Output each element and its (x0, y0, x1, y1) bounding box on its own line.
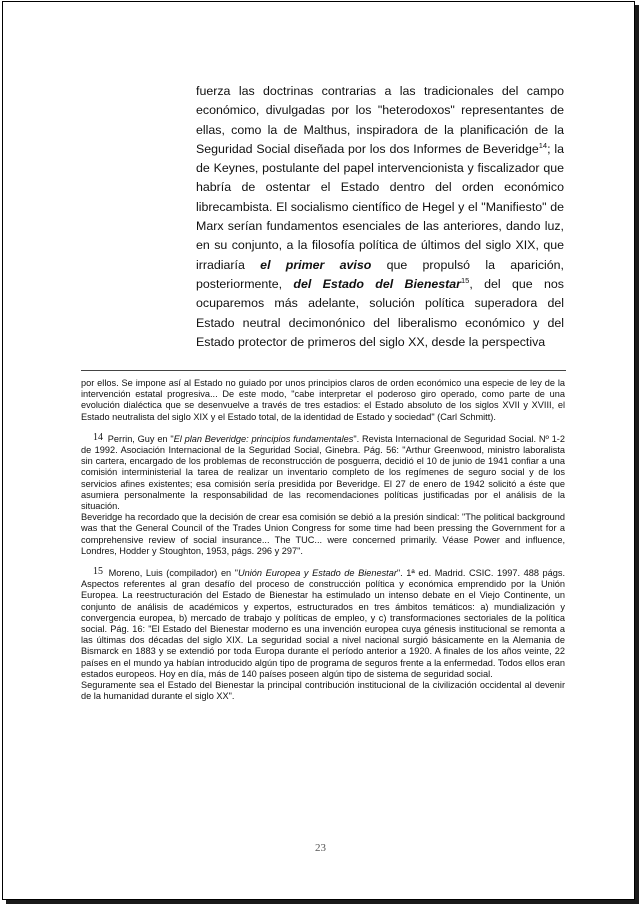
footnote-14-continuation: Beveridge ha recordado que la decisión de crear esa comisión se debió a la presión sindical: "The political background was that the General Council of the Trades Union Congress for some time had been pressing the Government for a comprehensive review of social insurance... The TUC... were concerned primarily. Véase Power and influence, Londres, Hodder y Stoughton, 1953, págs. 296 y 297". (81, 512, 565, 556)
footnote-14 (81, 431, 565, 512)
footnote-text: Moreno, Luis (compilador) en " (105, 568, 239, 579)
footnote-15 (81, 568, 565, 680)
footnote-ref-15: 15 (461, 275, 470, 285)
footnote-15-continuation: Seguramente sea el Estado del Bienestar la principal contribución institucional de la civilización occidental al devenir de la humanidad durante el siglo XX". (81, 680, 565, 702)
page-number: 23 (315, 842, 326, 854)
body-paragraph (196, 82, 564, 352)
emphasis-estado-bienestar: del Estado del Bienestar (293, 276, 462, 291)
body-text-run: que propulsó la aparición, posteriormente, (196, 257, 564, 291)
footnote-15-title: Unión Europea y Estado de Bienestar (238, 568, 397, 579)
footnote-14-title: El plan Beveridge: principios fundamentales (173, 433, 354, 444)
footnote-text: Perrin, Guy en " (105, 433, 174, 444)
body-text-run: ; la de Keynes, postulante del papel intervencionista y fiscalizador que habría de ostentar el Estado dentro del orden económico librecambista. El socialismo científico de Hegel y el "Manifiesto" de Marx serían fundamentos esenciales de las anteriores, dando luz, en su conjunto, a la filosofía política de últimos del siglo XIX, que irradiaría (196, 141, 565, 272)
body-text-run: fuerza las doctrinas contrarias a las tradicionales del campo económico, divulgadas por los "heterodoxos" representantes de ellas, como la de Malthus, inspiradora de la planificación de la Seguridad Social diseñada por los dos Informes de Beveridge (196, 84, 564, 156)
footnote-text: ". 1ª ed. Madrid. CSIC. 1997. 488 págs. Aspectos referentes al gran desafío del proceso de construcción política y económica emprendido por la Unión Europea. La reestructuración del Estado de Bienestar ha estimulado un intenso debate en el Viejo Continente, un conjunto de análisis de académicos y expertos, estructurados en tres ámbitos temáticos: a) mundialización y convergencia europea, b) mercado de trabajo y políticas de empleo, y c) transformaciones sectoriales de la política social. Pág. 16: "El Estado del Bienestar moderno es una invención europea cuya génesis institucional se remonta a las últimas dos décadas del siglo XIX. La seguridad social a nivel nacional surgió básicamente en la Alemania de Bismarck en 1883 y se extendió por toda Europa durante el período anterior a 1920. A finales de los años veinte, 22 países en el mundo ya habían introducido algún tipo de programa de seguros frente a la enfermedad. Todos ellos eran estados europeos. Hoy en día, más de 140 países poseen algún tipo de sistema de seguridad social. (81, 568, 566, 679)
body-text (196, 82, 564, 352)
footnote-text: ". Revista Internacional de Seguridad Social. Nº 1-2 de 1992. Asociación Internacional de la Seguridad Social, Ginebra. Pág. 56: "Arthur Greenwood, ministro laboralista sin cartera, encargado de los problemas de reconstrucción de posguerra, decidió el 10 de junio de 1941 confiar a una comisión interministerial la tarea de realizar un inventario completo de los regímenes de seguro social y de los servicios afines existentes; esa comisión sería presidida por Beveridge. El 27 de enero de 1942 solicitó a éste que asumiera personalmente la responsabilidad de las recomendaciones políticas justificadas por el análisis de la situación. (81, 433, 565, 512)
footnotes (81, 378, 565, 702)
document-page (2, 1, 635, 900)
body-text-run: , del que nos ocuparemos más adelante, solución política superadora del Estado neutral decimonónico del liberalismo económico y del Estado protector de primeros del siglo XX, desde la perspectiva (196, 276, 564, 349)
footnote-15-number: 15 (93, 566, 103, 578)
emphasis-primer-aviso: el primer aviso (260, 257, 372, 272)
footnote-ref-14: 14 (538, 140, 548, 150)
footnote-14-number: 14 (93, 431, 103, 443)
footnote-continuation: por ellos. Se impone así al Estado no guiado por unos principios claros de orden económico una especie de ley de la intervención estatal progresiva... De este modo, "cabe interpretar el poderoso giro operado, como parte de una evolución dialéctica que se desenvuelve a través de tres estadios: el Estado absoluto de los siglos XVII y XVIII, el Estado neutralista del siglo XIX y el Estado total, de la identidad de Estado y sociedad" (Carl Schmitt). (81, 378, 565, 422)
footnote-separator (81, 370, 566, 371)
